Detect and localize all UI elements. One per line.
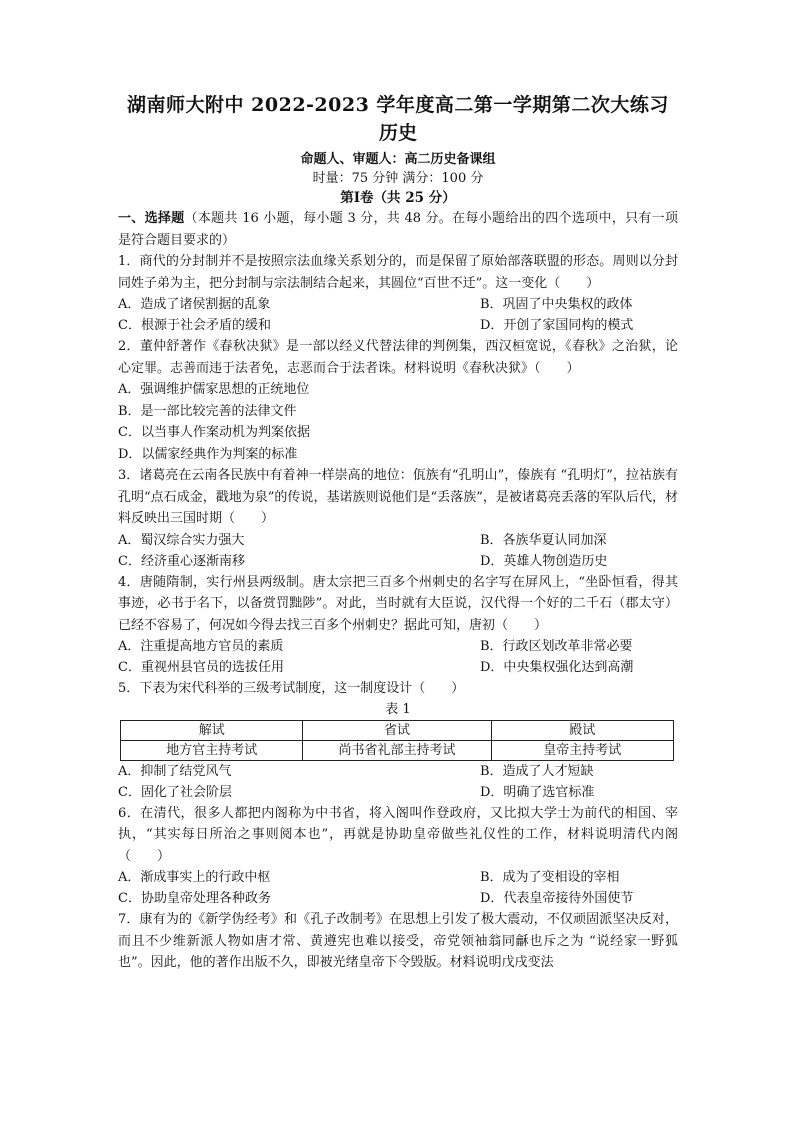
subject-title: 历史 <box>378 122 417 144</box>
question-1-stem: 1．商代的分封制并不是按照宗法血缘关系划分的，而是保留了原始部落联盟的形态。周则以分封同姓子弟为主，把分封制与宗法制结合起来，其圆位“百世不迁”。这一变化（ ） <box>118 254 678 291</box>
volume-heading: 第Ⅰ卷（共 25 分） <box>340 190 456 206</box>
question-3-option-a: A．蜀汉综合实力强大 <box>118 532 245 548</box>
question-2-option-a: A．强调维护儒家思想的正统地位 <box>118 382 310 397</box>
question-6-option-c: C．协助皇帝处理各种政务 <box>118 891 271 906</box>
question-1-option-b: B．巩固了中央集权的政体 <box>480 297 633 312</box>
table-header-cell: 省试 <box>303 720 491 740</box>
question-5-option-d: D．明确了选官标准 <box>480 784 595 800</box>
question-2-option-c: C．以当事人作案动机为判案依据 <box>118 425 310 440</box>
time-score-line: 时量：75 分钟 满分：100 分 <box>312 171 484 186</box>
question-5-option-b: B．造成了人才短缺 <box>480 763 594 779</box>
question-6-stem: 6．在清代，很多人都把内阁称为中书省，将入阁叫作登政府，又比拟大学士为前代的相国、宰执，“其实每日所治之事则阅本也”，再就是协助皇帝做些礼仪性的工作，材料说明清代内阁（ ） <box>118 805 678 864</box>
exam-title: 湖南师大附中 2022-2023 学年度高二第一学期第二次大练习 <box>127 94 669 116</box>
question-3-options <box>118 530 678 572</box>
question-5-option-a: A．抑制了结党风气 <box>118 763 232 779</box>
question-4-stem: 4．唐随隋制，实行州县两级制。唐太宗把三百多个州刺史的名字写在屏风上，“坐卧恒看，得其事迹，必书于名下，以备赏罚黜陟”。对此，当时就有大臣说，汉代得一个好的二千石（郡太守）已经不容易了，何况如今得去找三百多个州刺史？据此可知，唐初（ ） <box>118 574 678 633</box>
setters-line: 命题人、审题人：高二历史备课组 <box>300 152 496 167</box>
question-7-stem: 7．康有为的《新学伪经考》和《孔子改制考》在思想上引发了极大震动，不仅顽固派坚决反对，而且不少维新派人物如唐才常、黄遵宪也难以接受，帝党领袖翁同龢也斥之为 “说经家一野狐也”。因此，他的著作出版不久，即被光绪皇帝下令毁版。材料说明戊戌变法 <box>118 912 678 970</box>
question-2-stem: 2．董仲舒著作《春秋决狱》是一部以经义代替法律的判例集，西汉桓宽说，《春秋》之治狱，论心定罪。志善而违于法者免，志恶而合于法者诛。材料说明《春秋决狱》（ ） <box>118 339 678 376</box>
question-1-option-d: D．开创了家国同构的模式 <box>480 318 634 333</box>
question-1-options <box>118 294 678 336</box>
question-4-option-d: D．中央集权强化达到高潮 <box>480 660 634 675</box>
question-1-option-c: C．根源于社会矛盾的缓和 <box>118 318 271 333</box>
table-header-cell: 解试 <box>121 720 303 740</box>
question-2-option-d: D．以儒家经典作为判案的标准 <box>118 446 298 462</box>
question-4-option-c: C．重视州县官员的选拔任用 <box>118 660 284 675</box>
question-3-option-b: B．各族华夏认同加深 <box>480 532 607 548</box>
question-3-stem: 3．诸葛亮在云南各民族中有着神一样崇高的地位：佤族有“孔明山”，傣族有 “孔明灯”，拉祜族有孔明“点石成金，戳地为泉”的传说，基诺族则说他们是“丢落族”，是被诸葛亮丢落的军队后代，材料反映出三国时期（ ） <box>118 468 678 526</box>
question-1-option-a: A．造成了诸侯割据的乱象 <box>118 297 271 312</box>
exam-page <box>118 92 678 974</box>
table-cell: 尚书省礼部主持考试 <box>303 740 491 760</box>
table-caption: 表 1 <box>385 701 411 717</box>
question-6-options <box>118 867 678 909</box>
question-5-options <box>118 761 678 803</box>
question-3-option-d: D．英雄人物创造历史 <box>480 553 608 569</box>
table-row <box>121 740 674 760</box>
section-instruction-text: （本题共 16 小题，每小题 3 分，共 48 分。在每小题给出的四个选项中，只有一项是符合题目要求的） <box>118 211 678 248</box>
section-title: 一、选择题 <box>118 211 185 226</box>
table-header-row <box>121 720 674 740</box>
table-cell: 地方官主持考试 <box>121 740 303 760</box>
section-instruction <box>118 208 678 251</box>
question-4-option-a: A．注重提高地方官员的素质 <box>118 639 284 654</box>
question-4-options <box>118 636 678 678</box>
question-6-option-d: D．代表皇帝接待外国使节 <box>480 891 634 906</box>
question-2-option-b: B．是一部比较完善的法律文件 <box>118 403 297 419</box>
table-header-cell: 殿试 <box>491 720 674 740</box>
question-6-option-b: B．成为了变相设的宰相 <box>480 870 620 885</box>
question-5-option-c: C．固化了社会阶层 <box>118 784 232 800</box>
question-3-option-c: C．经济重心逐渐南移 <box>118 553 245 569</box>
question-4-option-b: B．行政区划改革非常必要 <box>480 639 633 654</box>
question-6-option-a: A．渐成事实上的行政中枢 <box>118 870 271 885</box>
exam-system-table <box>120 720 674 761</box>
table-cell: 皇帝主持考试 <box>491 740 674 760</box>
question-5-stem: 5．下表为宋代科举的三级考试制度，这一制度设计（ ） <box>118 681 465 696</box>
